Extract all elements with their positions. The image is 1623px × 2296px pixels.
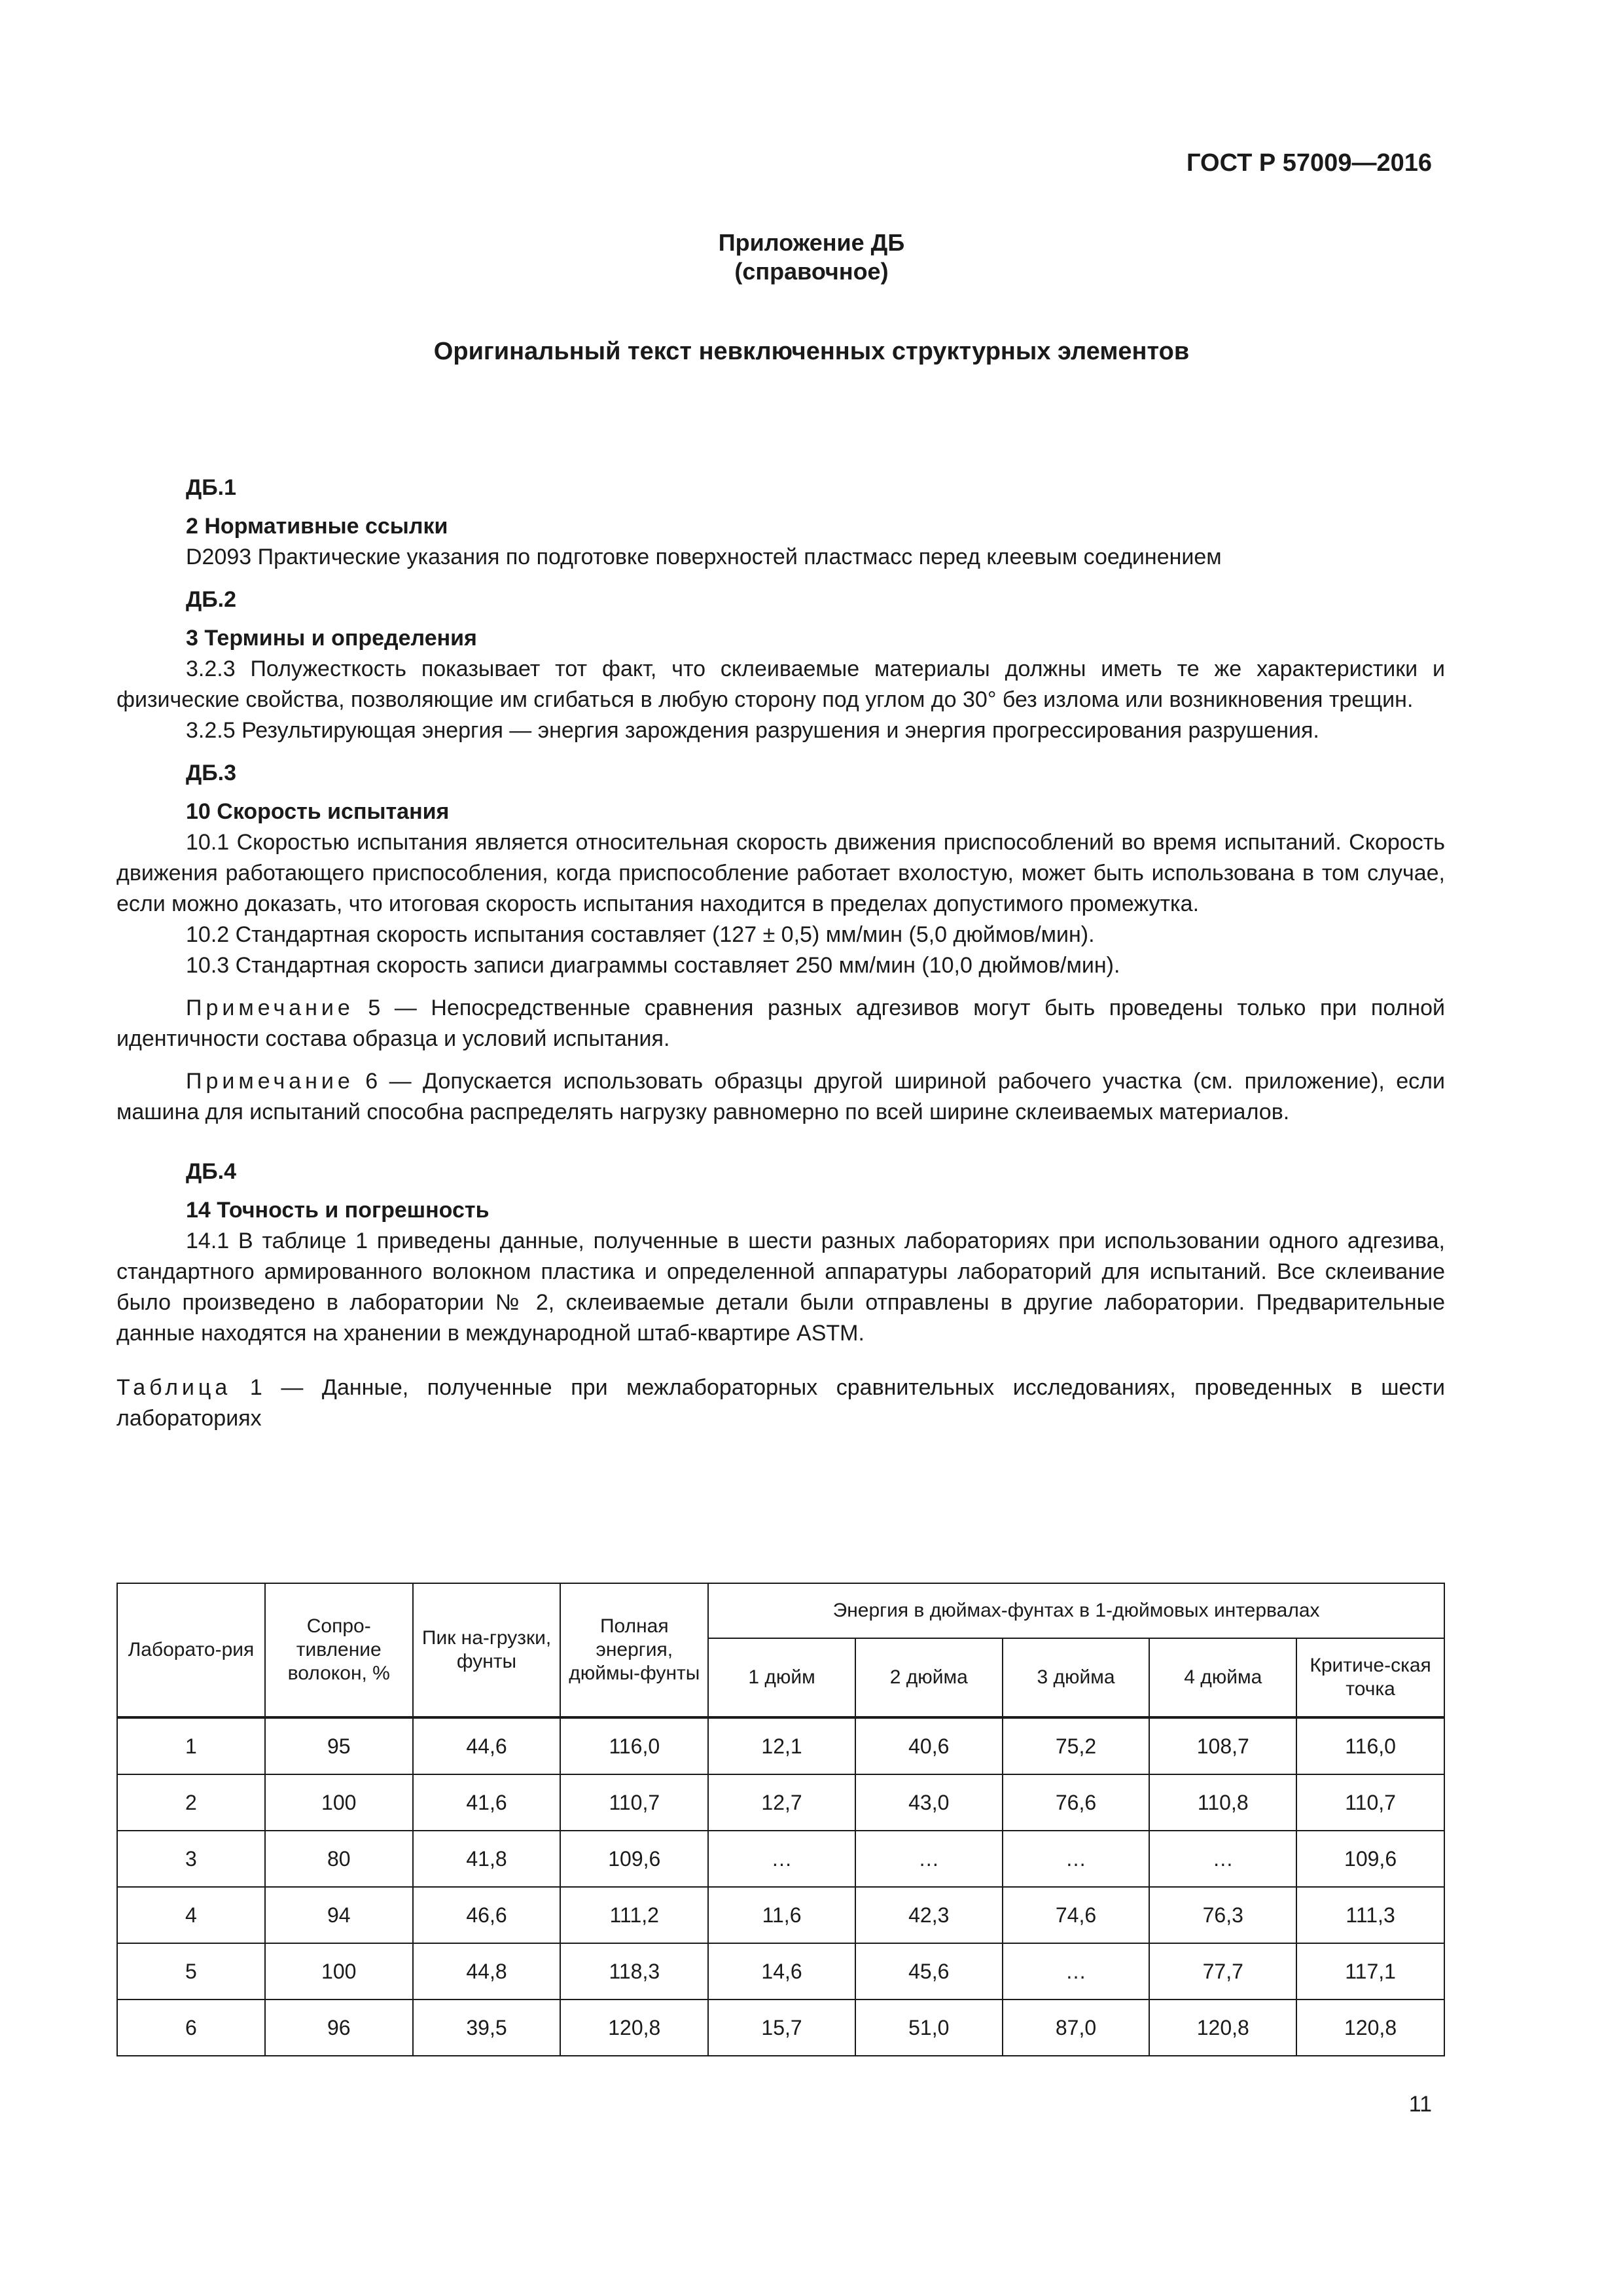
table-cell: 110,7 — [1296, 1774, 1444, 1831]
section-heading-db3: 10 Скорость испытания — [186, 799, 450, 824]
appendix-heading: Оригинальный текст невключенных структурных элементов — [433, 338, 1190, 365]
table-cell: 6 — [117, 2000, 265, 2056]
section-id-db3: ДБ.3 — [186, 761, 237, 785]
table-cell: 111,2 — [560, 1887, 708, 1943]
column-header-1in: 1 дюйм — [708, 1638, 855, 1717]
table-cell: 1 — [117, 1717, 265, 1774]
table-cell: 42,3 — [855, 1887, 1003, 1943]
table-cell: 41,8 — [413, 1831, 561, 1887]
table-cell: 120,8 — [1296, 2000, 1444, 2056]
table-cell: … — [1003, 1943, 1150, 2000]
table-cell: 15,7 — [708, 2000, 855, 2056]
table-cell: 12,1 — [708, 1717, 855, 1774]
page-number: 11 — [1408, 2092, 1432, 2117]
paragraph: 3.2.5 Результирующая энергия — энергия зарождения разрушения и энергия прогрессирования разрушения. — [186, 718, 1319, 743]
section-heading-db2: 3 Термины и определения — [186, 626, 477, 651]
table-cell: 109,6 — [560, 1831, 708, 1887]
paragraph: 3.2.3 Полужесткость показывает тот факт, что склеиваемые материалы должны иметь те же характеристики и физические свойства, позволяющие им сгибаться в любую сторону под углом до 30° без излома или возникновения трещин. — [116, 656, 1445, 712]
standard-code: ГОСТ Р 57009—2016 — [1186, 149, 1432, 177]
table-cell: 41,6 — [413, 1774, 561, 1831]
table-cell: 116,0 — [560, 1717, 708, 1774]
paragraph: 10.2 Стандартная скорость испытания составляет (127 ± 0,5) мм/мин (5,0 дюймов/мин). — [186, 922, 1095, 947]
section-id-db2: ДБ.2 — [186, 587, 237, 612]
column-header-energy: Полная энергия, дюймы-фунты — [560, 1583, 708, 1717]
table-cell: 44,8 — [413, 1943, 561, 2000]
table-cell: 120,8 — [560, 2000, 708, 2056]
table-row — [117, 1831, 1444, 1887]
table-cell: … — [708, 1831, 855, 1887]
table-cell: 100 — [265, 1774, 413, 1831]
table-cell: 2 — [117, 1774, 265, 1831]
table-cell: 11,6 — [708, 1887, 855, 1943]
table-cell: 14,6 — [708, 1943, 855, 2000]
table-cell: 40,6 — [855, 1717, 1003, 1774]
table-cell: … — [855, 1831, 1003, 1887]
table-cell: 76,6 — [1003, 1774, 1150, 1831]
section-id-db4: ДБ.4 — [186, 1159, 237, 1184]
table-cell: 109,6 — [1296, 1831, 1444, 1887]
document-body — [116, 473, 1445, 1434]
note-label: Примечание — [186, 996, 354, 1020]
table-cell: 80 — [265, 1831, 413, 1887]
table-cell: 111,3 — [1296, 1887, 1444, 1943]
table-row — [117, 1774, 1444, 1831]
note-text: 5 — Непосредственные сравнения разных адгезивов могут быть проведены только при полной идентичности состава образца и условий испытания. — [116, 996, 1445, 1051]
table-cell: 39,5 — [413, 2000, 561, 2056]
table-cell: 108,7 — [1149, 1717, 1296, 1774]
column-header-peak: Пик на-грузки, фунты — [413, 1583, 561, 1717]
section-id-db1: ДБ.1 — [186, 475, 237, 500]
table-cell: 12,7 — [708, 1774, 855, 1831]
table-cell: 87,0 — [1003, 2000, 1150, 2056]
table-cell: 116,0 — [1296, 1717, 1444, 1774]
table-cell: 51,0 — [855, 2000, 1003, 2056]
column-header-4in: 4 дюйма — [1149, 1638, 1296, 1717]
table-cell: 96 — [265, 2000, 413, 2056]
table-cell: 44,6 — [413, 1717, 561, 1774]
column-header-fiber: Сопро-тивление волокон, % — [265, 1583, 413, 1717]
table-cell: 120,8 — [1149, 2000, 1296, 2056]
table-caption-text: 1 — Данные, полученные при межлабораторных сравнительных исследованиях, проведенных в шести лабораториях — [116, 1375, 1445, 1431]
table-cell: 94 — [265, 1887, 413, 1943]
table-caption-label: Таблица — [116, 1375, 232, 1400]
section-heading-db4: 14 Точность и погрешность — [186, 1198, 490, 1223]
table-cell: 110,7 — [560, 1774, 708, 1831]
note-label: Примечание — [186, 1069, 354, 1094]
table-cell: 3 — [117, 1831, 265, 1887]
note-text: 6 — Допускается использовать образцы другой шириной рабочего участка (см. приложение), если машина для испытаний способна распределять нагрузку равномерно по всей ширине склеиваемых материалов. — [116, 1069, 1445, 1124]
table-row — [117, 2000, 1444, 2056]
table-cell: 77,7 — [1149, 1943, 1296, 2000]
column-header-3in: 3 дюйма — [1003, 1638, 1150, 1717]
table-cell: 74,6 — [1003, 1887, 1150, 1943]
data-table — [116, 1583, 1445, 2056]
table-cell: 5 — [117, 1943, 265, 2000]
table-cell: 43,0 — [855, 1774, 1003, 1831]
section-heading-db1: 2 Нормативные ссылки — [186, 514, 448, 539]
table-cell: 45,6 — [855, 1943, 1003, 2000]
note-6 — [116, 1066, 1445, 1128]
table-cell: 100 — [265, 1943, 413, 2000]
table-cell: 75,2 — [1003, 1717, 1150, 1774]
column-header-lab: Лаборато-рия — [117, 1583, 265, 1717]
table-cell: 118,3 — [560, 1943, 708, 2000]
table-caption — [116, 1372, 1445, 1434]
paragraph: 14.1 В таблице 1 приведены данные, полученные в шести разных лабораториях при использовании одного адгезива, стандартного армированного волокном пластика и определенной аппаратуры лабораторий для испытаний. Все склеивание было произведено в лаборатории № 2, склеиваемые детали были отправлены в другие лаборатории. Предварительные данные находятся на хранении в международной штаб-квартире ASTM. — [116, 1229, 1445, 1346]
appendix-status: (справочное) — [734, 258, 889, 285]
paragraph: D2093 Практические указания по подготовке поверхностей пластмасс перед клеевым соединением — [186, 545, 1222, 569]
table-row — [117, 1887, 1444, 1943]
paragraph: 10.1 Скоростью испытания является относительная скорость движения приспособлений во время испытаний. Скорость движения работающего приспособления, когда приспособление работает вхолостую, может быть использована в том случае, если можно доказать, что итоговая скорость испытания находится в пределах допустимого промежутка. — [116, 830, 1445, 916]
table-row — [117, 1717, 1444, 1774]
table-cell: 110,8 — [1149, 1774, 1296, 1831]
table-cell: 117,1 — [1296, 1943, 1444, 2000]
column-header-critical: Критиче-ская точка — [1296, 1638, 1444, 1717]
table-cell: … — [1149, 1831, 1296, 1887]
appendix-title: Приложение ДБ — [718, 229, 905, 256]
column-group-header: Энергия в дюймах-фунтах в 1-дюймовых интервалах — [708, 1583, 1444, 1638]
table-cell: 4 — [117, 1887, 265, 1943]
table-cell: 76,3 — [1149, 1887, 1296, 1943]
note-5 — [116, 993, 1445, 1054]
table-cell: 46,6 — [413, 1887, 561, 1943]
table-cell: … — [1003, 1831, 1150, 1887]
table-cell: 95 — [265, 1717, 413, 1774]
column-header-2in: 2 дюйма — [855, 1638, 1003, 1717]
table-row — [117, 1943, 1444, 2000]
paragraph: 10.3 Стандартная скорость записи диаграммы составляет 250 мм/мин (10,0 дюймов/мин). — [186, 953, 1120, 978]
